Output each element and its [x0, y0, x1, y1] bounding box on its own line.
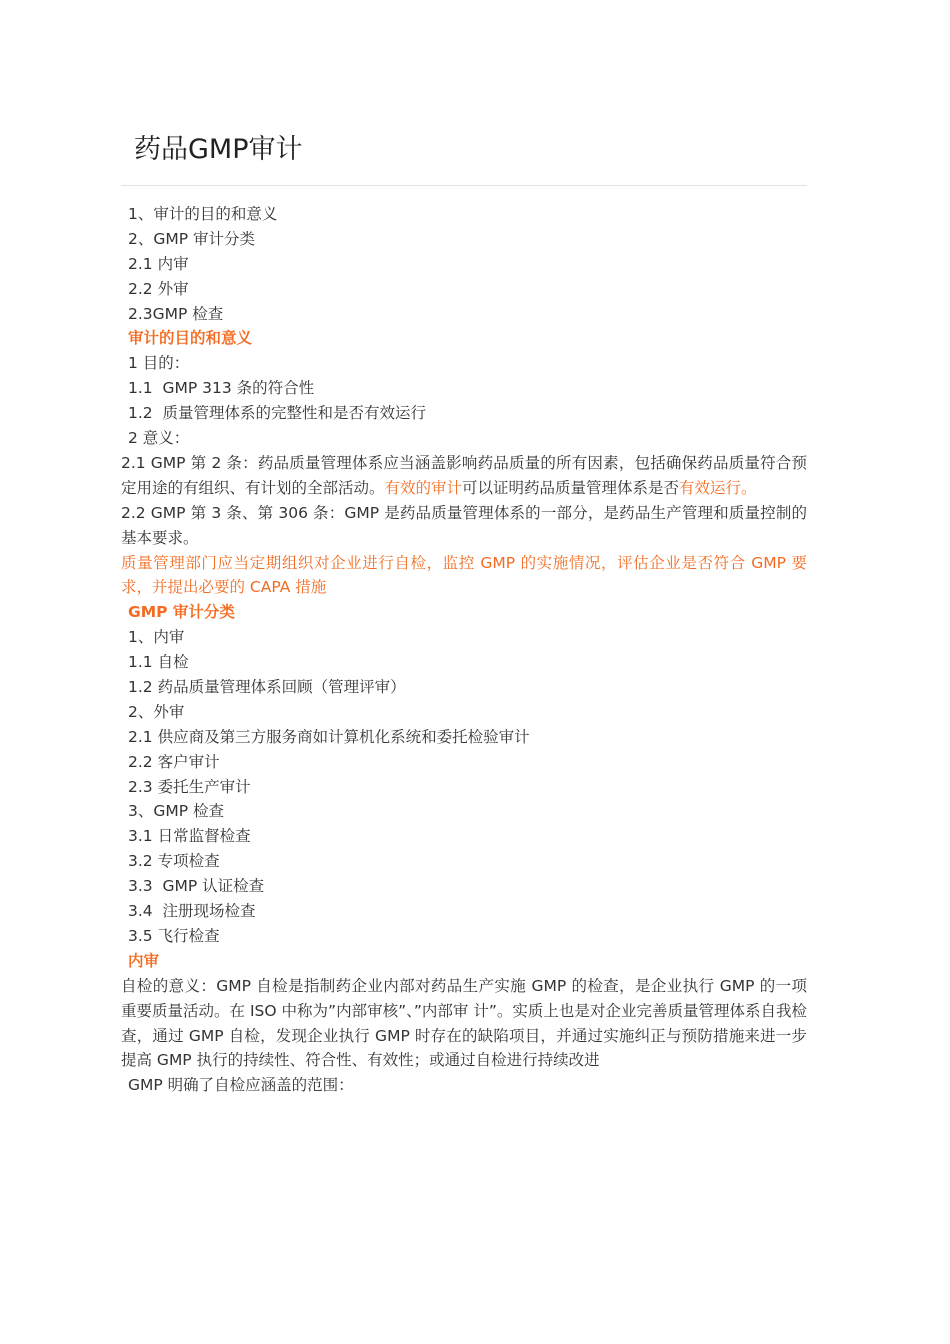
list-item: 3.1 日常监督检查 — [128, 827, 251, 846]
paragraph — [121, 451, 807, 501]
toc-item: 2.3GMP 检查 — [128, 304, 224, 323]
toc-item: 2.1 内审 — [128, 254, 189, 273]
toc-item: 2.2 外审 — [128, 279, 189, 298]
list-item: 2.2 客户审计 — [128, 752, 220, 771]
list-item: 3.5 飞行检查 — [128, 926, 220, 945]
list-item: 3.4 注册现场检查 — [128, 902, 256, 921]
list-item: 1.1 GMP 313 条的符合性 — [128, 379, 315, 398]
list-item: 3、GMP 检查 — [128, 802, 225, 821]
paragraph: GMP 明确了自检应涵盖的范围： — [128, 1076, 354, 1095]
purpose-label: 1 目的： — [128, 354, 190, 373]
list-item: 2.3 委托生产审计 — [128, 777, 251, 796]
toc-item: 2、GMP 审计分类 — [128, 229, 256, 248]
toc-item: 1、审计的目的和意义 — [128, 205, 278, 223]
list-item: 1、内审 — [128, 628, 185, 647]
list-item: 2.1 供应商及第三方服务商如计算机化系统和委托检验审计 — [128, 727, 530, 746]
paragraph: 2.2 GMP 第 3 条、第 306 条：GMP 是药品质量管理体系的一部分，是药品生产管理和质量控制的基本要求。 — [121, 503, 807, 547]
paragraph-text: 可以证明药品质量管理体系是否 — [462, 478, 680, 497]
highlight-text: 有效运行。 — [679, 478, 757, 497]
list-item: 1.1 自检 — [128, 653, 189, 672]
meaning-label: 2 意义： — [128, 429, 190, 448]
section-heading: 内审 — [128, 951, 160, 970]
document-body — [121, 202, 807, 1098]
page-title: 药品GMP审计 — [134, 134, 303, 165]
list-item: 2、外审 — [128, 702, 185, 721]
section-purpose — [121, 326, 807, 600]
section-internal-audit — [121, 949, 807, 1098]
table-of-contents — [121, 202, 807, 326]
list-item: 1.2 质量管理体系的完整性和是否有效运行 — [128, 404, 427, 423]
section-heading: GMP 审计分类 — [128, 603, 235, 622]
highlight-paragraph: 质量管理部门应当定期组织对企业进行自检，监控 GMP 的实施情况，评估企业是否符合 GMP 要求，并提出必要的 CAPA 措施 — [121, 553, 807, 597]
section-heading: 审计的目的和意义 — [128, 329, 253, 348]
paragraph-text: 2.1 GMP 第 2 条：药品质量管理体系应当涵盖影响药品质量的所有因素，包括确保药品质量符合预定用途的有组织、有计划的全部活动。 — [121, 453, 807, 497]
title-divider — [121, 185, 807, 186]
highlight-text: 有效的审计 — [384, 478, 463, 497]
section-audit-types — [121, 600, 807, 948]
list-item: 1.2 药品质量管理体系回顾（管理评审） — [128, 678, 406, 697]
list-item: 3.2 专项检查 — [128, 852, 220, 871]
list-item: 3.3 GMP 认证检查 — [128, 877, 265, 896]
paragraph: 自检的意义：GMP 自检是指制药企业内部对药品生产实施 GMP 的检查，是企业执行 GMP 的一项重要质量活动。在 ISO 中称为”内部审核”、”内部审 计”。实质上也是对企业完善质量管理体系自我检查，通过 GMP 自检，发现企业执行 GMP 时存在的缺陷项目，并通过实施纠正与预防措施来进一步提高 GMP 执行的持续性、符合性、有效性；或通过自检进行持续改进 — [121, 976, 807, 1070]
